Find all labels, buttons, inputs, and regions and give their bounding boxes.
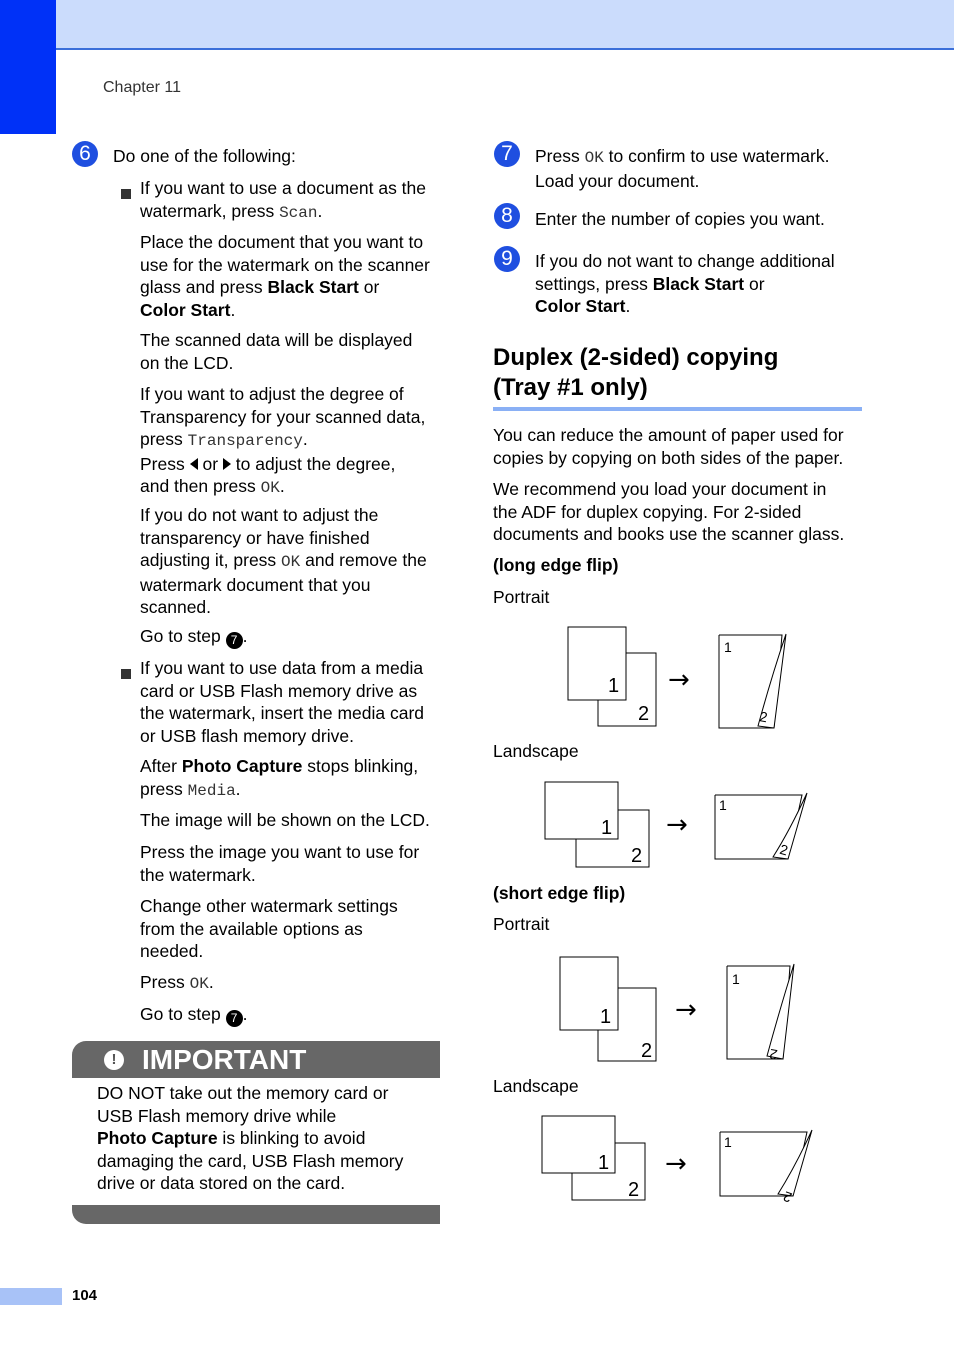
left-arrow-icon	[190, 458, 198, 470]
scan-key: Scan	[279, 203, 318, 222]
chapter-tab	[0, 0, 56, 134]
step-8-badge: 8	[494, 203, 520, 229]
bullet-1-goto: Go to step 7 .	[140, 626, 248, 647]
step-9-text: If you do not want to change additional settings, press Black Start or Color Start.	[535, 251, 835, 316]
page-number-1: 1	[601, 817, 613, 839]
step-9-badge: 9	[494, 246, 520, 272]
page-number-1: 1	[608, 675, 620, 697]
chapter-label: Chapter 11	[103, 79, 181, 96]
page-number-2: 2	[638, 703, 650, 725]
header-band	[56, 0, 954, 50]
landscape-label-2: Landscape	[493, 1076, 579, 1096]
result-number-1: 1	[724, 1134, 732, 1150]
bullet-1-para-1: Place the document that you want to use for the watermark on the scanner glass and press Black Start or Color Start.	[140, 232, 430, 320]
bullet-1-text: If you want to use a document as the watermark, press Scan.	[140, 178, 427, 222]
arrow-icon: →	[666, 810, 688, 840]
intro-paragraph-1: You can reduce the amount of paper used for copies by copying on both sides of the paper.	[493, 425, 844, 468]
bullet-1-para-2: The scanned data will be displayed on the LCD.	[140, 330, 413, 373]
bullet-2-para-1: After Photo Capture stops blinking, press Media.	[140, 756, 419, 800]
short-edge-landscape-figure	[535, 1110, 825, 1208]
section-rule	[493, 407, 862, 411]
transparency-key: Transparency	[187, 432, 303, 450]
page-number-1: 1	[600, 1006, 612, 1028]
bullet-2-marker	[121, 662, 131, 685]
bullet-2-para-5: Press OK.	[140, 972, 214, 993]
result-number-1: 1	[724, 639, 732, 655]
page-number-1: 1	[598, 1152, 610, 1174]
page-number-2: 2	[641, 1040, 653, 1062]
bullet-1-para-4: If you do not want to adjust the transparency or have finished adjusting it, press OK and remove the watermark document that you scanned.	[140, 505, 427, 617]
step-8-text: Enter the number of copies you want.	[535, 209, 825, 229]
page-number-2: 2	[628, 1179, 640, 1201]
long-edge-heading: (long edge flip)	[493, 555, 619, 575]
intro-paragraph-2: We recommend you load your document in the ADF for duplex copying. For 2-sided documents and books use the scanner glass.	[493, 479, 845, 544]
media-key: Media	[187, 781, 236, 800]
short-edge-portrait-figure	[555, 950, 805, 1068]
important-title: IMPORTANT	[142, 1044, 307, 1075]
step-ref-badge: 7	[226, 632, 243, 649]
bullet-2-goto: Go to step 7 .	[140, 1004, 248, 1025]
step-ref-badge: 7	[226, 1010, 243, 1027]
bullet-1-marker	[121, 182, 131, 205]
arrow-icon: →	[675, 995, 697, 1025]
bullet-2-para-2: The image will be shown on the LCD.	[140, 810, 430, 830]
important-footer-bar	[72, 1205, 440, 1224]
section-title: Duplex (2-sided) copying (Tray #1 only)	[493, 344, 779, 401]
page-number-2: 2	[631, 845, 643, 867]
bullet-1-para-3: If you want to adjust the degree of Transparency for your scanned data, press Transparency. Press or to adjust the degree, and then press OK.	[140, 384, 426, 497]
bullet-2-para-4: Change other watermark settings from the available options as needed.	[140, 896, 398, 961]
landscape-label-1: Landscape	[493, 741, 579, 761]
warning-icon: !	[104, 1050, 124, 1070]
result-number-2: 2	[758, 708, 769, 726]
page-tab	[0, 1288, 62, 1305]
result-number-1: 1	[732, 971, 740, 987]
result-number-2: 2	[768, 1045, 779, 1064]
bullet-2-para-3: Press the image you want to use for the watermark.	[140, 842, 420, 885]
short-edge-heading: (short edge flip)	[493, 883, 626, 903]
important-body: DO NOT take out the memory card or USB Flash memory drive while Photo Capture is blinking to avoid damaging the card, USB Flash memory drive or data stored on the card.	[97, 1083, 404, 1193]
portrait-label-1: Portrait	[493, 587, 550, 607]
long-edge-landscape-figure	[540, 775, 820, 875]
step-6-badge: 6	[72, 141, 98, 167]
arrow-icon: →	[665, 1149, 687, 1179]
right-arrow-icon	[223, 458, 231, 470]
page-number: 104	[72, 1287, 98, 1304]
step-7-badge: 7	[494, 141, 520, 167]
arrow-icon: →	[668, 665, 690, 695]
result-number-1: 1	[719, 797, 727, 813]
step-6-intro: Do one of the following:	[113, 146, 296, 166]
step-7-text: Press OK to confirm to use watermark. Load your document.	[535, 146, 830, 191]
long-edge-portrait-figure	[560, 620, 800, 735]
bullet-2-text: If you want to use data from a media card or USB Flash memory drive as the watermark, insert the media card or USB flash memory drive.	[140, 658, 425, 746]
result-number-2: 2	[778, 840, 790, 859]
result-number-2: 2	[781, 1188, 794, 1206]
portrait-label-2: Portrait	[493, 914, 550, 934]
